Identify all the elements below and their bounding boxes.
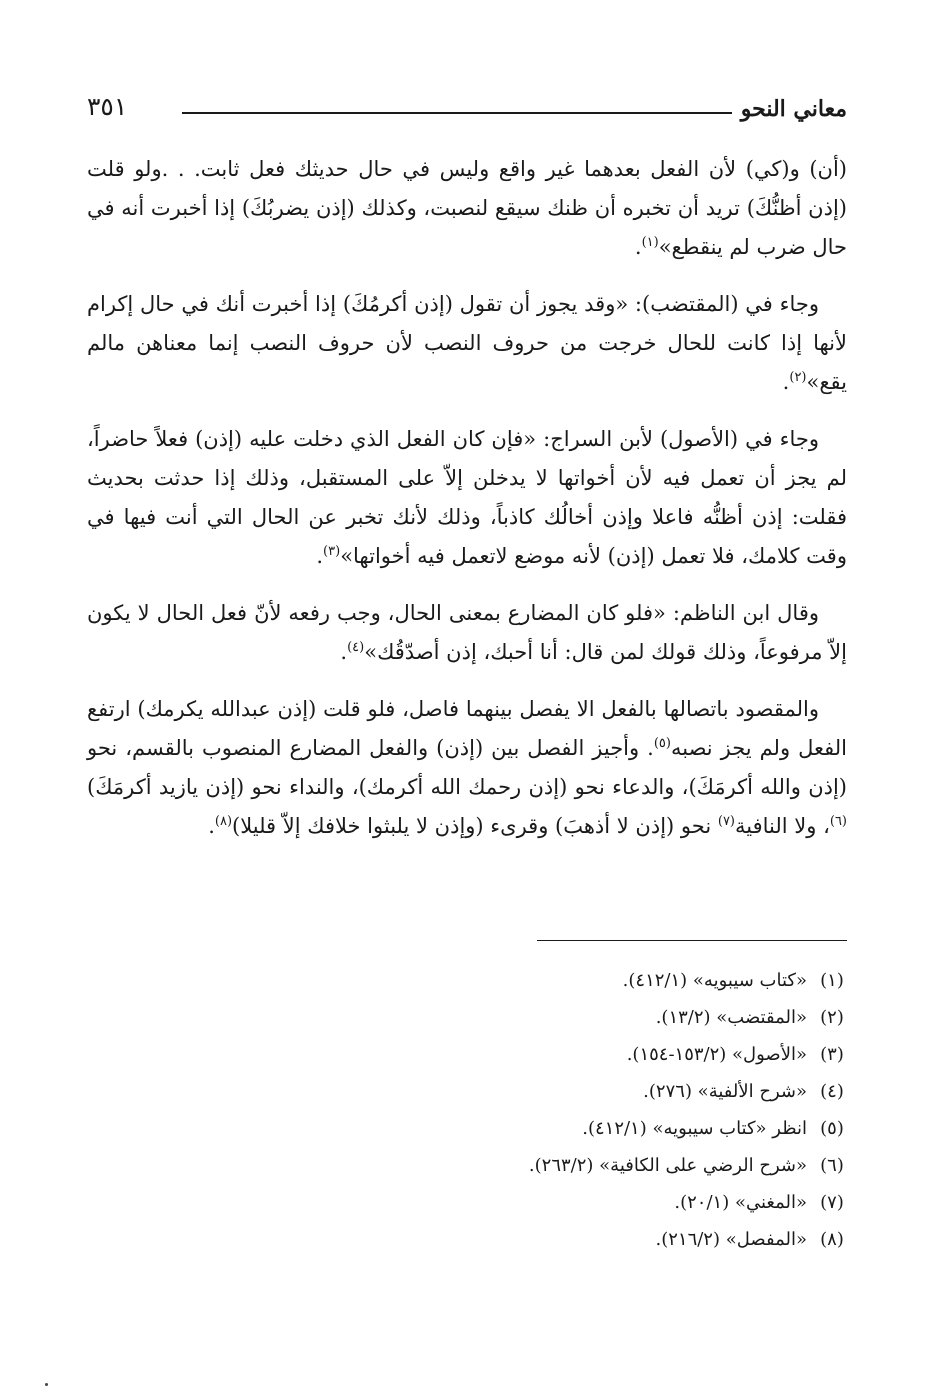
header-rule	[182, 112, 732, 114]
footnote-text: «شرح الرضي على الكافية» (٢٦٣/٢).	[528, 1155, 807, 1176]
paragraph-4: وقال ابن الناظم: «فلو كان المضارع بمعنى الحال، وجب رفعه لأنّ فعل الحال لا يكون إلاّ مرفوعاً، وذلك قولك لمن قال: أنا أحبك، إذن أصدّقُك»$^{(٤)}$.	[87, 601, 847, 664]
footnote-number: (١)	[820, 970, 844, 991]
footnote-text: انظر «كتاب سيبويه» (٤١٢/١).	[582, 1118, 807, 1139]
footnote-text: «شرح الألفية» (٢٧٦).	[643, 1081, 807, 1102]
footnote-text: «المفصل» (٢١٦/٢).	[655, 1229, 807, 1250]
footnote-ref-5: (٥)	[653, 736, 671, 751]
footnote-text: «المغني» (٢٠/١).	[674, 1192, 807, 1213]
footnote-ref-1: (١)	[641, 235, 659, 250]
footnote-number: (٢)	[820, 1007, 844, 1028]
footnote-item	[297, 1221, 857, 1258]
footnote-number: (٦)	[820, 1155, 844, 1176]
footnote-number: (٥)	[820, 1118, 844, 1139]
footnote-item	[297, 962, 857, 999]
paragraph-1: (أن) و(كي) لأن الفعل بعدهما غير واقع وليس في حال حديثك فعل ثابت. . .ولو قلت (إذن أظنُّكَ) تريد أن تخبره أن ظنك سيقع لنصبت، وكذلك (إذن يضربُكَ) إذا أخبرت أنه في حال ضرب لم ينقطع»$^{(١)}$.	[87, 157, 847, 259]
footnote-ref-7: (٧)	[717, 814, 735, 829]
footnote-separator	[537, 940, 847, 941]
footnote-number: (٧)	[820, 1192, 844, 1213]
paragraph-5: والمقصود باتصالها بالفعل الا يفصل بينهما فاصل، فلو قلت (إذن عبدالله يكرمك) ارتفع الفعل ولم يجز نصبه$^{(٥)}$. وأجيز الفصل بين (إذن) والفعل المضارع المنصوب بالقسم، نحو (إذن والله أكرمَكَ)، والدعاء نحو (إذن رحمك الله أكرمك)، والنداء نحو (إذن يازيد أكرمَكَ)$^{(٦)}$، ولا النافية$^{(٧)}$ نحو (إذن لا أذهبَ) وقرىء (وإذن لا يلبثوا خلافك إلاّ قليلا)$^{(٨)}$.	[87, 697, 847, 838]
footnote-number: (٣)	[820, 1044, 844, 1065]
footnote-item	[297, 1110, 857, 1147]
footnote-number: (٨)	[820, 1229, 844, 1250]
footnote-item	[297, 1147, 857, 1184]
paragraph-3: وجاء في (الأصول) لأبن السراج: «فإن كان الفعل الذي دخلت عليه (إذن) فعلاً حاضراً، لم يجز أن تعمل فيه لأن أخواتها لا يدخلن إلاّ على المستقبل، وذلك إذا حدثت بحديث فقلت: إذن أظنُّه فاعلا وإذن أخالُك كاذباً، وذلك لأنك تخبر عن الحال التي أنت فيها في وقت كلامك، فلا تعمل (إذن) لأنه موضع لاتعمل فيه أخواتها»$^{(٣)}$.	[87, 427, 847, 568]
footnote-text: «المقتضب» (١٣/٢).	[655, 1007, 807, 1028]
footnote-text: «كتاب سيبويه» (٤١٢/١).	[622, 970, 807, 991]
page-header	[87, 92, 847, 132]
footnote-ref-6: (٦)	[829, 814, 847, 829]
footnote-item	[297, 1036, 857, 1073]
scan-speck	[45, 1383, 48, 1386]
footnote-ref-2: (٢)	[789, 370, 807, 385]
footnote-ref-8: (٨)	[214, 814, 233, 829]
footnotes-list	[297, 962, 857, 1258]
footnote-text: «الأصول» (١٥٣/٢-١٥٤).	[626, 1044, 807, 1065]
footnote-ref-4: (٤)	[347, 640, 365, 655]
page-number: ٣٥١	[87, 92, 128, 121]
footnote-item	[297, 1184, 857, 1221]
footnote-item	[297, 1073, 857, 1110]
running-title: معاني النحو	[740, 96, 847, 122]
main-text	[87, 150, 847, 864]
footnote-number: (٤)	[820, 1081, 844, 1102]
footnote-item	[297, 999, 857, 1036]
paragraph-2: وجاء في (المقتضب): «وقد يجوز أن تقول (إذن أكرمُكَ) إذا أخبرت أنك في حال إكرام لأنها إذا كانت للحال خرجت من حروف النصب لأن حروف النصب إنما معناهن مالم يقع»$^{(٢)}$.	[87, 292, 847, 394]
footnote-ref-3: (٣)	[323, 544, 341, 559]
